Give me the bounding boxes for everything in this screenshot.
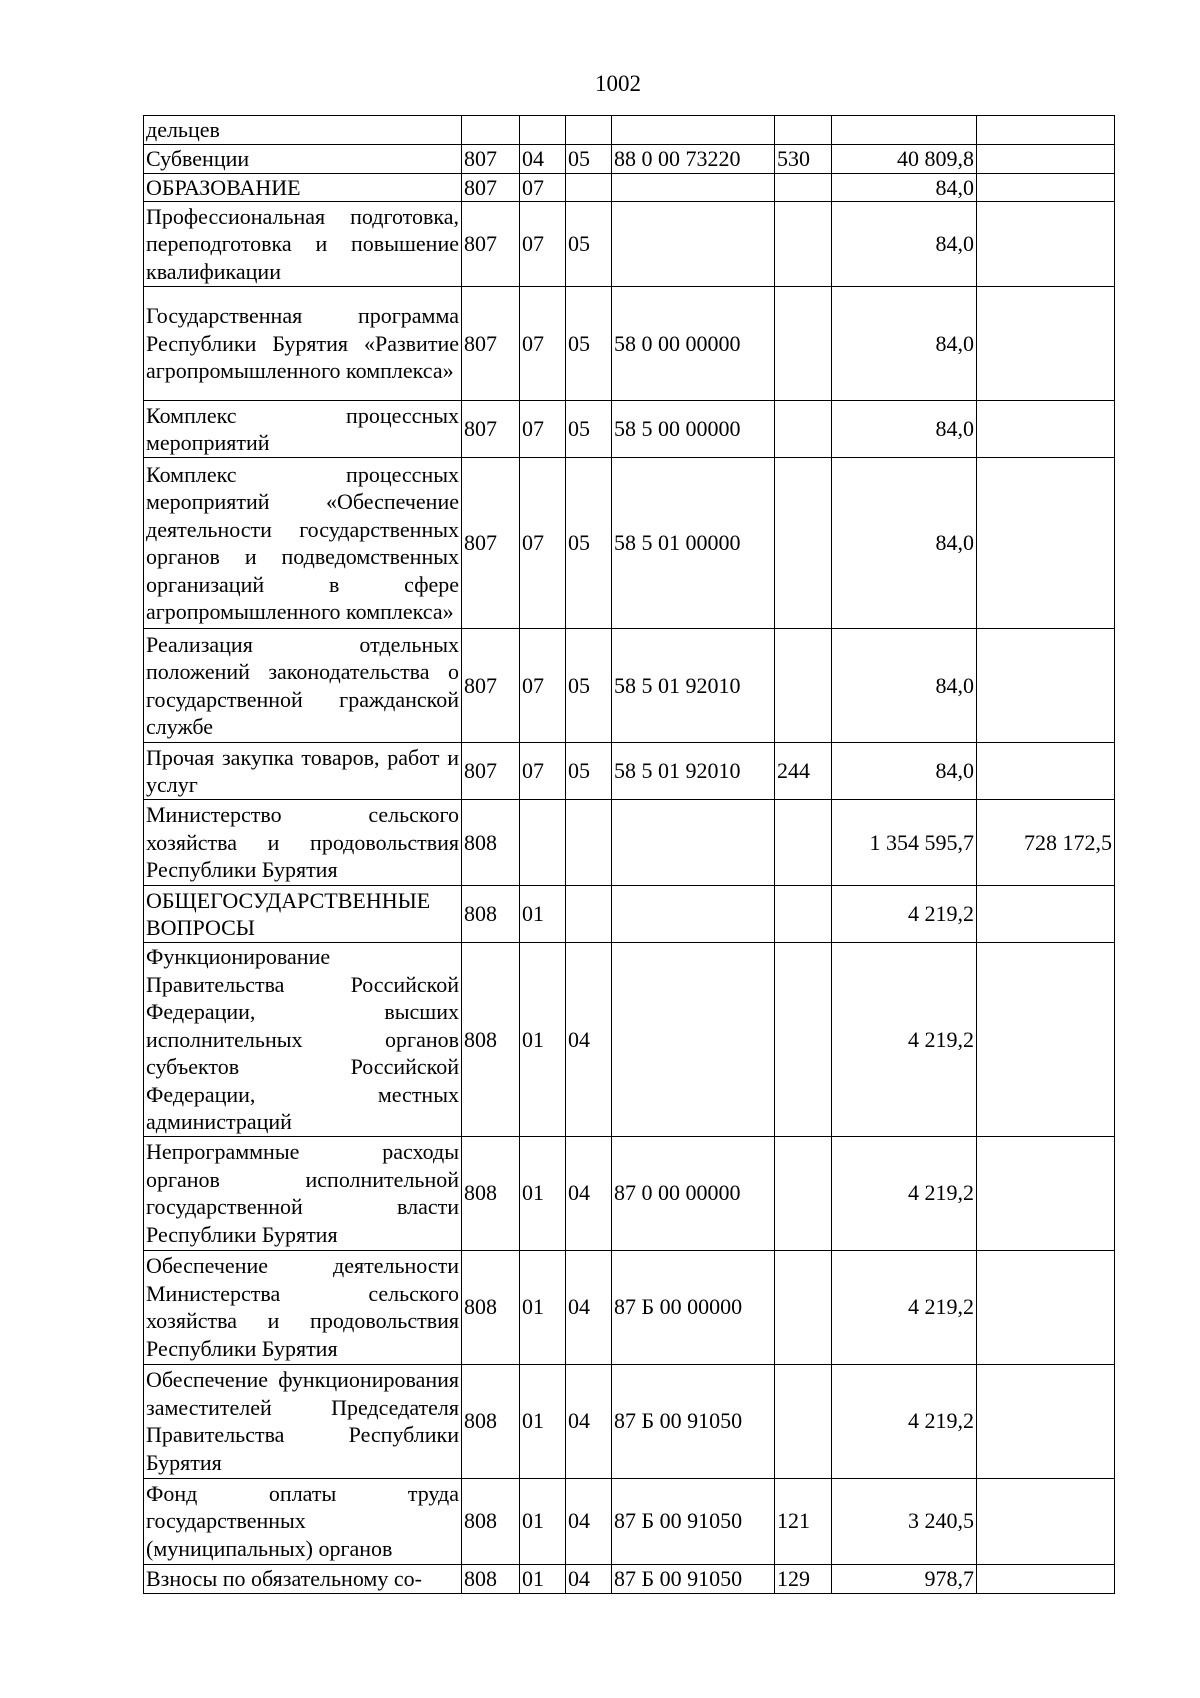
row-gr-code: 808: [462, 800, 520, 886]
table-row: [144, 943, 1115, 1137]
table-row: [144, 800, 1115, 886]
row-sum-1: 4 219,2: [832, 1364, 977, 1478]
row-pr-code: 05: [566, 401, 612, 458]
row-sum-2: [977, 743, 1115, 800]
row-sum-2: [977, 202, 1115, 287]
row-cs-code: [612, 886, 775, 943]
row-cs-code: [612, 116, 775, 145]
row-cs-code: 87 Б 00 91050: [612, 1364, 775, 1478]
row-name: Комплекс процессных мероприятий «Обеспечение деятельности государственных органов и подведомственных организаций в сфере агропромышленного комплекса»: [144, 458, 462, 629]
row-rz-code: 07: [520, 173, 566, 202]
row-sum-1: 84,0: [832, 743, 977, 800]
row-sum-2: [977, 1478, 1115, 1564]
row-rz-code: 07: [520, 401, 566, 458]
row-cs-code: 87 Б 00 91050: [612, 1478, 775, 1564]
row-sum-2: [977, 886, 1115, 943]
row-vr-code: [775, 1136, 832, 1250]
row-sum-2: [977, 287, 1115, 401]
row-vr-code: 129: [775, 1564, 832, 1593]
table-row: [144, 1250, 1115, 1364]
row-pr-code: 04: [566, 1364, 612, 1478]
row-sum-1: 1 354 595,7: [832, 800, 977, 886]
row-sum-2: [977, 1564, 1115, 1593]
row-sum-1: 84,0: [832, 629, 977, 743]
row-gr-code: 807: [462, 743, 520, 800]
row-name: Субвенции: [144, 145, 462, 174]
row-sum-1: [832, 116, 977, 145]
row-sum-2: [977, 173, 1115, 202]
row-pr-code: 04: [566, 1564, 612, 1593]
row-gr-code: 808: [462, 1478, 520, 1564]
row-cs-code: 87 Б 00 00000: [612, 1250, 775, 1364]
row-name: Функционирование Правительства Российской Федерации, высших исполнительных органов субъектов Российской Федерации, местных администраций: [144, 943, 462, 1137]
row-cs-code: 58 5 01 92010: [612, 629, 775, 743]
row-sum-1: 40 809,8: [832, 145, 977, 174]
row-name: дельцев: [144, 116, 462, 145]
row-rz-code: [520, 116, 566, 145]
row-pr-code: 05: [566, 202, 612, 287]
row-name: Профессиональная подготовка, переподготовка и повышение квалификации: [144, 202, 462, 287]
row-gr-code: 807: [462, 401, 520, 458]
table-row: [144, 173, 1115, 202]
row-sum-1: 84,0: [832, 401, 977, 458]
table-row: [144, 743, 1115, 800]
row-rz-code: 04: [520, 145, 566, 174]
row-rz-code: 01: [520, 886, 566, 943]
row-name: ОБРАЗОВАНИЕ: [144, 173, 462, 202]
row-gr-code: 807: [462, 202, 520, 287]
row-vr-code: [775, 401, 832, 458]
row-rz-code: 01: [520, 1364, 566, 1478]
row-gr-code: 807: [462, 458, 520, 629]
row-sum-1: 978,7: [832, 1564, 977, 1593]
table-row: [144, 202, 1115, 287]
row-rz-code: 01: [520, 1250, 566, 1364]
table-row: [144, 1564, 1115, 1593]
row-name: Министерство сельского хозяйства и продовольствия Республики Бурятия: [144, 800, 462, 886]
page-number: 1002: [595, 71, 641, 96]
row-cs-code: [612, 173, 775, 202]
table-row: [144, 116, 1115, 145]
table-row: [144, 886, 1115, 943]
row-name: Государственная программа Республики Бурятия «Развитие агропромышленного комплекса»: [144, 287, 462, 401]
row-sum-1: 3 240,5: [832, 1478, 977, 1564]
row-sum-2: [977, 943, 1115, 1137]
row-sum-1: 84,0: [832, 287, 977, 401]
row-pr-code: 04: [566, 1136, 612, 1250]
table-row: [144, 629, 1115, 743]
row-vr-code: [775, 943, 832, 1137]
row-cs-code: [612, 202, 775, 287]
row-rz-code: 01: [520, 1478, 566, 1564]
table-row: [144, 145, 1115, 174]
row-vr-code: 121: [775, 1478, 832, 1564]
row-vr-code: [775, 1364, 832, 1478]
row-vr-code: [775, 173, 832, 202]
row-vr-code: [775, 287, 832, 401]
row-pr-code: 05: [566, 145, 612, 174]
row-rz-code: 07: [520, 629, 566, 743]
row-gr-code: 808: [462, 1564, 520, 1593]
row-cs-code: 88 0 00 73220: [612, 145, 775, 174]
row-sum-2: [977, 1250, 1115, 1364]
row-sum-2: [977, 629, 1115, 743]
row-gr-code: 808: [462, 1136, 520, 1250]
row-rz-code: 01: [520, 1564, 566, 1593]
row-rz-code: 01: [520, 1136, 566, 1250]
row-gr-code: 808: [462, 1250, 520, 1364]
row-gr-code: 808: [462, 943, 520, 1137]
row-cs-code: [612, 943, 775, 1137]
row-gr-code: 807: [462, 629, 520, 743]
row-name: ОБЩЕГОСУДАРСТВЕННЫЕ ВОПРОСЫ: [144, 886, 462, 943]
row-gr-code: 807: [462, 173, 520, 202]
row-rz-code: 07: [520, 743, 566, 800]
table-row: [144, 1364, 1115, 1478]
row-pr-code: [566, 886, 612, 943]
table-row: [144, 401, 1115, 458]
table-row: [144, 287, 1115, 401]
row-vr-code: [775, 800, 832, 886]
row-name: Комплекс процессных мероприятий: [144, 401, 462, 458]
row-sum-2: 728 172,5: [977, 800, 1115, 886]
row-pr-code: [566, 116, 612, 145]
row-sum-1: 4 219,2: [832, 886, 977, 943]
row-name: Реализация отдельных положений законодательства о государственной гражданской службе: [144, 629, 462, 743]
row-sum-2: [977, 1136, 1115, 1250]
row-pr-code: [566, 800, 612, 886]
row-sum-1: 4 219,2: [832, 1136, 977, 1250]
row-sum-1: 84,0: [832, 458, 977, 629]
row-name: Обеспечение деятельности Министерства сельского хозяйства и продовольствия Республики Бурятия: [144, 1250, 462, 1364]
row-name: Прочая закупка товаров, работ и услуг: [144, 743, 462, 800]
row-name: Обеспечение функционирования заместителей Председателя Правительства Республики Бурятия: [144, 1364, 462, 1478]
row-cs-code: [612, 800, 775, 886]
row-vr-code: 530: [775, 145, 832, 174]
row-vr-code: [775, 886, 832, 943]
row-gr-code: 808: [462, 1364, 520, 1478]
row-sum-2: [977, 116, 1115, 145]
row-sum-1: 4 219,2: [832, 943, 977, 1137]
row-pr-code: 04: [566, 1250, 612, 1364]
row-name: Взносы по обязательному со-: [144, 1564, 462, 1593]
row-gr-code: 807: [462, 145, 520, 174]
row-pr-code: [566, 173, 612, 202]
row-cs-code: 58 5 01 00000: [612, 458, 775, 629]
row-sum-1: 4 219,2: [832, 1250, 977, 1364]
row-vr-code: 244: [775, 743, 832, 800]
row-sum-2: [977, 458, 1115, 629]
row-pr-code: 05: [566, 458, 612, 629]
row-cs-code: 87 Б 00 91050: [612, 1564, 775, 1593]
table-row: [144, 1136, 1115, 1250]
row-pr-code: 04: [566, 943, 612, 1137]
row-name: Непрограммные расходы органов исполнительной государственной власти Республики Бурятия: [144, 1136, 462, 1250]
row-vr-code: [775, 458, 832, 629]
table-row: [144, 1478, 1115, 1564]
row-rz-code: 01: [520, 943, 566, 1137]
row-cs-code: 58 5 01 92010: [612, 743, 775, 800]
row-pr-code: 04: [566, 1478, 612, 1564]
row-gr-code: 807: [462, 287, 520, 401]
row-pr-code: 05: [566, 287, 612, 401]
row-pr-code: 05: [566, 743, 612, 800]
row-vr-code: [775, 116, 832, 145]
row-gr-code: [462, 116, 520, 145]
row-rz-code: 07: [520, 202, 566, 287]
row-sum-1: 84,0: [832, 202, 977, 287]
row-pr-code: 05: [566, 629, 612, 743]
row-cs-code: 87 0 00 00000: [612, 1136, 775, 1250]
row-sum-1: 84,0: [832, 173, 977, 202]
row-sum-2: [977, 1364, 1115, 1478]
table-row: [144, 458, 1115, 629]
row-rz-code: 07: [520, 287, 566, 401]
row-gr-code: 808: [462, 886, 520, 943]
row-rz-code: 07: [520, 458, 566, 629]
row-sum-2: [977, 145, 1115, 174]
budget-table: [143, 115, 1115, 1594]
row-rz-code: [520, 800, 566, 886]
row-name: Фонд оплаты труда государственных (муниципальных) органов: [144, 1478, 462, 1564]
row-vr-code: [775, 629, 832, 743]
row-cs-code: 58 5 00 00000: [612, 401, 775, 458]
row-vr-code: [775, 202, 832, 287]
row-vr-code: [775, 1250, 832, 1364]
row-cs-code: 58 0 00 00000: [612, 287, 775, 401]
row-sum-2: [977, 401, 1115, 458]
